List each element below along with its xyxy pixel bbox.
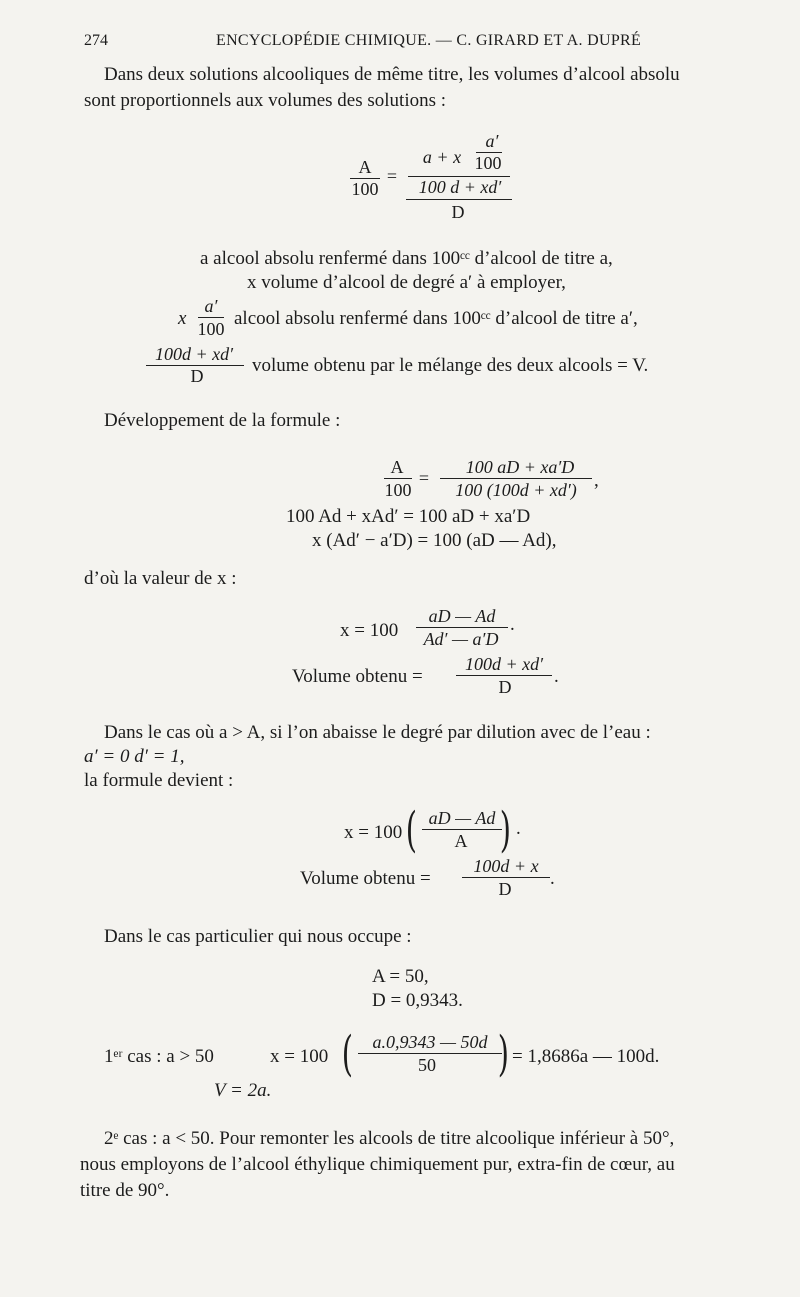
case-line-3: la formule devient : — [84, 770, 234, 791]
case-e6-num: aD — Ad — [428, 808, 496, 828]
def3-den: 100 — [197, 319, 225, 339]
dev-e4-bar — [416, 627, 508, 628]
dev-e4-num: aD — Ad — [428, 606, 496, 626]
def4-num: 100d + xd′ — [154, 344, 234, 364]
eq1-inner-frac-num: a′ — [485, 131, 499, 151]
case-e7-bar — [462, 877, 550, 878]
case-line-2: a′ = 0 d′ = 1, — [84, 746, 185, 767]
particular-D: D = 0,9343. — [372, 990, 463, 1011]
dev-e1-rhs-bar — [440, 478, 592, 479]
case-line-1: Dans le cas où a > A, si l’on abaisse le degré par dilution avec de l’eau : — [104, 722, 651, 743]
dev-e1-equals: = — [418, 468, 430, 488]
case1-v: V = 2a. — [214, 1080, 272, 1101]
def3-bar — [198, 317, 224, 318]
running-title: ENCYCLOPÉDIE CHIMIQUE. — C. GIRARD ET A. DUPRÉ — [216, 32, 642, 49]
case-e6-open-paren: ( — [405, 802, 417, 858]
case1-num: a.0,9343 — 50d — [372, 1032, 488, 1052]
def3-prefix: x — [178, 308, 187, 329]
dev-e5-num: 100d + xd′ — [464, 654, 544, 674]
eq1-main-bar — [406, 199, 512, 200]
page-number: 274 — [84, 32, 108, 49]
intro-line-1: Dans deux solutions alcooliques de même titre, les volumes d’alcool absolu — [104, 64, 680, 85]
case1-rhs: = 1,8686a — 100d. — [512, 1046, 660, 1067]
eq1-middle-den: 100 d + xd′ — [418, 177, 502, 197]
dev-e4-lhs: x = 100 — [340, 620, 399, 641]
intro-line-2: sont proportionnels aux volumes des solutions : — [84, 90, 447, 111]
case1-den: 50 — [418, 1055, 436, 1075]
eq1-lhs-numerator: A — [358, 157, 372, 177]
def3-text: alcool absolu renfermé dans 100ᶜᶜ d’alcool de titre a′, — [234, 308, 638, 329]
case1-close-paren: ) — [497, 1026, 509, 1082]
dev-e4-den: Ad′ — a′D — [423, 629, 499, 649]
dev-valeur: d’où la valeur de x : — [84, 568, 237, 589]
eq1-bottom-den: D — [451, 202, 465, 222]
eq1-inner-left: a + x — [422, 147, 462, 167]
case-e7-lhs: Volume obtenu = — [300, 868, 431, 889]
dev-e5-den: D — [498, 677, 512, 697]
case1-label: 1ᵉʳ cas : a > 50 — [104, 1046, 214, 1067]
dev-e1-rhs-num: 100 aD + xa′D — [465, 457, 575, 477]
dev-e2: 100 Ad + xAd′ = 100 aD + xa′D — [286, 506, 531, 527]
case-e7-num: 100d + x — [473, 856, 539, 876]
dev-e1-rhs-den: 100 (100d + xd′) — [455, 480, 577, 500]
eq1-lhs-denominator: 100 — [351, 179, 379, 199]
dev-e4-end: . — [510, 614, 515, 635]
dev-e1-lhs-bar — [384, 478, 412, 479]
case-e7-den: D — [498, 879, 512, 899]
def-a: a alcool absolu renfermé dans 100ᶜᶜ d’alcool de titre a, — [200, 248, 613, 269]
eq1-inner-frac-den: 100 — [474, 153, 502, 173]
case2-line-2: nous employons de l’alcool éthylique chimiquement pur, extra-fin de cœur, au — [80, 1154, 675, 1175]
case1-open-paren: ( — [341, 1026, 353, 1082]
dev-title: Développement de la formule : — [104, 410, 341, 431]
dev-e5-lhs: Volume obtenu = — [292, 666, 423, 687]
dev-e5-bar — [456, 675, 552, 676]
dev-e1-comma: , — [594, 470, 599, 491]
case1-bar — [358, 1053, 502, 1054]
case-e6-lhs: x = 100 — [344, 822, 403, 843]
case-e6-close-paren: ) — [499, 802, 511, 858]
case-e6-den: A — [454, 831, 468, 851]
case1-lhs: x = 100 — [270, 1046, 329, 1067]
dev-e1-lhs-den: 100 — [384, 480, 412, 500]
particular-title: Dans le cas particulier qui nous occupe : — [104, 926, 412, 947]
case2-line-3: titre de 90°. — [80, 1180, 170, 1201]
case-e6-end: . — [516, 818, 521, 839]
def4-den: D — [190, 366, 204, 386]
dev-e5-end: . — [554, 666, 559, 687]
def3-num: a′ — [204, 296, 218, 316]
case-e7-end: . — [550, 868, 555, 889]
particular-A: A = 50, — [372, 966, 429, 987]
case-e6-bar — [422, 829, 502, 830]
def4-text: volume obtenu par le mélange des deux alcools = V. — [252, 355, 649, 376]
eq1-equals: = — [386, 166, 398, 186]
def-x: x volume d’alcool de degré a′ à employer, — [247, 272, 566, 293]
dev-e3: x (Ad′ − a′D) = 100 (aD — Ad), — [312, 530, 557, 551]
case2-line-1: 2ᵉ cas : a < 50. Pour remonter les alcools de titre alcoolique inférieur à 50°, — [104, 1128, 675, 1149]
dev-e1-lhs-num: A — [390, 457, 404, 477]
